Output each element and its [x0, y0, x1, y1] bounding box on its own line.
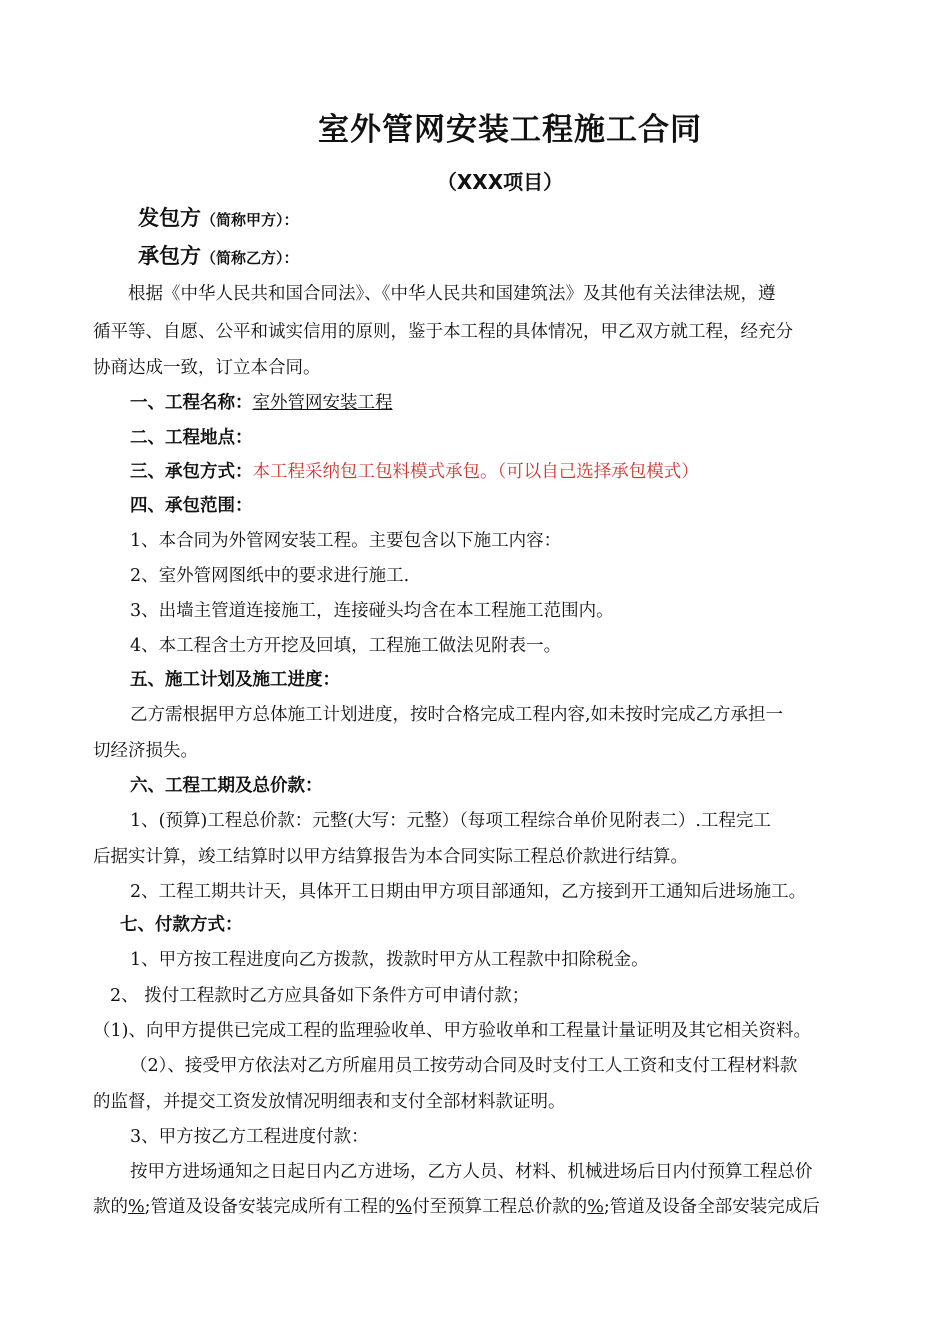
party-b-note: （简称乙方）：: [201, 249, 299, 267]
percent-blank-2: %: [395, 1197, 413, 1217]
section-4-item-2: 2、室外管网图纸中的要求进行施工.: [130, 566, 410, 586]
section-6-item-1b: 后据实计算，竣工结算时以甲方结算报告为本合同实际工程总价款进行结算。: [93, 847, 688, 867]
section-6-label: 六、工程工期及总价款：: [130, 776, 323, 796]
payment-text-4: ;管道及设备全部安装完成后: [603, 1197, 820, 1217]
section-7-item-2-2b: 的监督，并提交工资发放情况明细表和支付全部材料款证明。: [93, 1092, 566, 1112]
section-1-label: 一、工程名称：: [130, 393, 253, 413]
section-1: [130, 389, 393, 414]
section-3: [130, 458, 699, 483]
section-2-label: 二、工程地点：: [130, 428, 253, 448]
intro-line-2: 循平等、自愿、公平和诚实信用的原则，鉴于本工程的具体情况，甲乙双方就工程，经充分: [93, 322, 793, 342]
document-subtitle: （XXX项目）: [436, 170, 564, 194]
payment-text-1: 款的: [93, 1197, 128, 1217]
section-4-label: 四、承包范围：: [130, 496, 253, 516]
section-7-label: 七、付款方式：: [120, 915, 243, 935]
intro-line-1: 根据《中华人民共和国合同法》、《中华人民共和国建筑法》及其他有关法律法规，遵: [128, 284, 776, 304]
payment-text-3: 付至预算工程总价款的: [412, 1197, 588, 1217]
payment-text-2: ;管道及设备安装完成所有工程的: [144, 1197, 396, 1217]
section-5-label: 五、施工计划及施工进度：: [130, 670, 340, 690]
section-6-item-1a: 1、(预算)工程总价款：元整(大写：元整）（每项工程综合单价见附表二）.工程完工: [130, 811, 771, 831]
section-7-item-2-1: （1)、向甲方提供已完成工程的监理验收单、甲方验收单和工程量计量证明及其它相关资料。: [93, 1021, 811, 1041]
section-7-item-3: 3、甲方按乙方工程进度付款：: [130, 1127, 369, 1147]
section-4-item-1: 1、本合同为外管网安装工程。主要包含以下施工内容：: [130, 531, 562, 551]
party-a-label: 发包方: [138, 206, 201, 230]
party-a-line: [138, 202, 299, 232]
section-5-line-2: 切经济损失。: [93, 741, 198, 761]
project-name-value: 室外管网安装工程: [252, 393, 393, 413]
section-6-item-2: 2、工程工期共计天，具体开工日期由甲方项目部通知，乙方接到开工通知后进场施工。: [130, 882, 807, 902]
intro-line-3: 协商达成一致，订立本合同。: [93, 358, 321, 378]
section-3-label: 三、承包方式：: [130, 462, 253, 482]
party-a-note: （简称甲方）：: [201, 211, 299, 229]
party-b-label: 承包方: [138, 244, 201, 268]
document-title: 室外管网安装工程施工合同: [318, 112, 702, 148]
percent-blank-3: %: [587, 1197, 604, 1217]
section-7-item-2-2a: （2）、接受甲方依法对乙方所雇用员工按劳动合同及时支付工人工资和支付工程材料款: [130, 1056, 798, 1076]
section-7-item-1: 1、甲方按工程进度向乙方拨款，拨款时甲方从工程款中扣除税金。: [130, 950, 649, 970]
section-5-line-1: 乙方需根据甲方总体施工计划进度，按时合格完成工程内容,如未按时完成乙方承担一: [130, 705, 784, 725]
percent-blank-1: %: [128, 1197, 145, 1217]
section-4-item-4: 4、本工程含土方开挖及回填，工程施工做法见附表一。: [130, 636, 562, 656]
section-4-item-3: 3、出墙主管道连接施工，连接碰头均含在本工程施工范围内。: [130, 601, 614, 621]
party-b-line: [138, 240, 299, 270]
section-7-item-3b: [93, 1193, 820, 1218]
section-7-item-3a: 按甲方进场通知之日起日内乙方进场，乙方人员、材料、机械进场后日内付预算工程总价: [130, 1162, 813, 1182]
section-7-item-2: 2、 拨付工程款时乙方应具备如下条件方可申请付款；: [110, 986, 530, 1006]
contract-mode-value: 本工程采纳包工包料模式承包。（可以自己选择承包模式）: [252, 462, 699, 482]
